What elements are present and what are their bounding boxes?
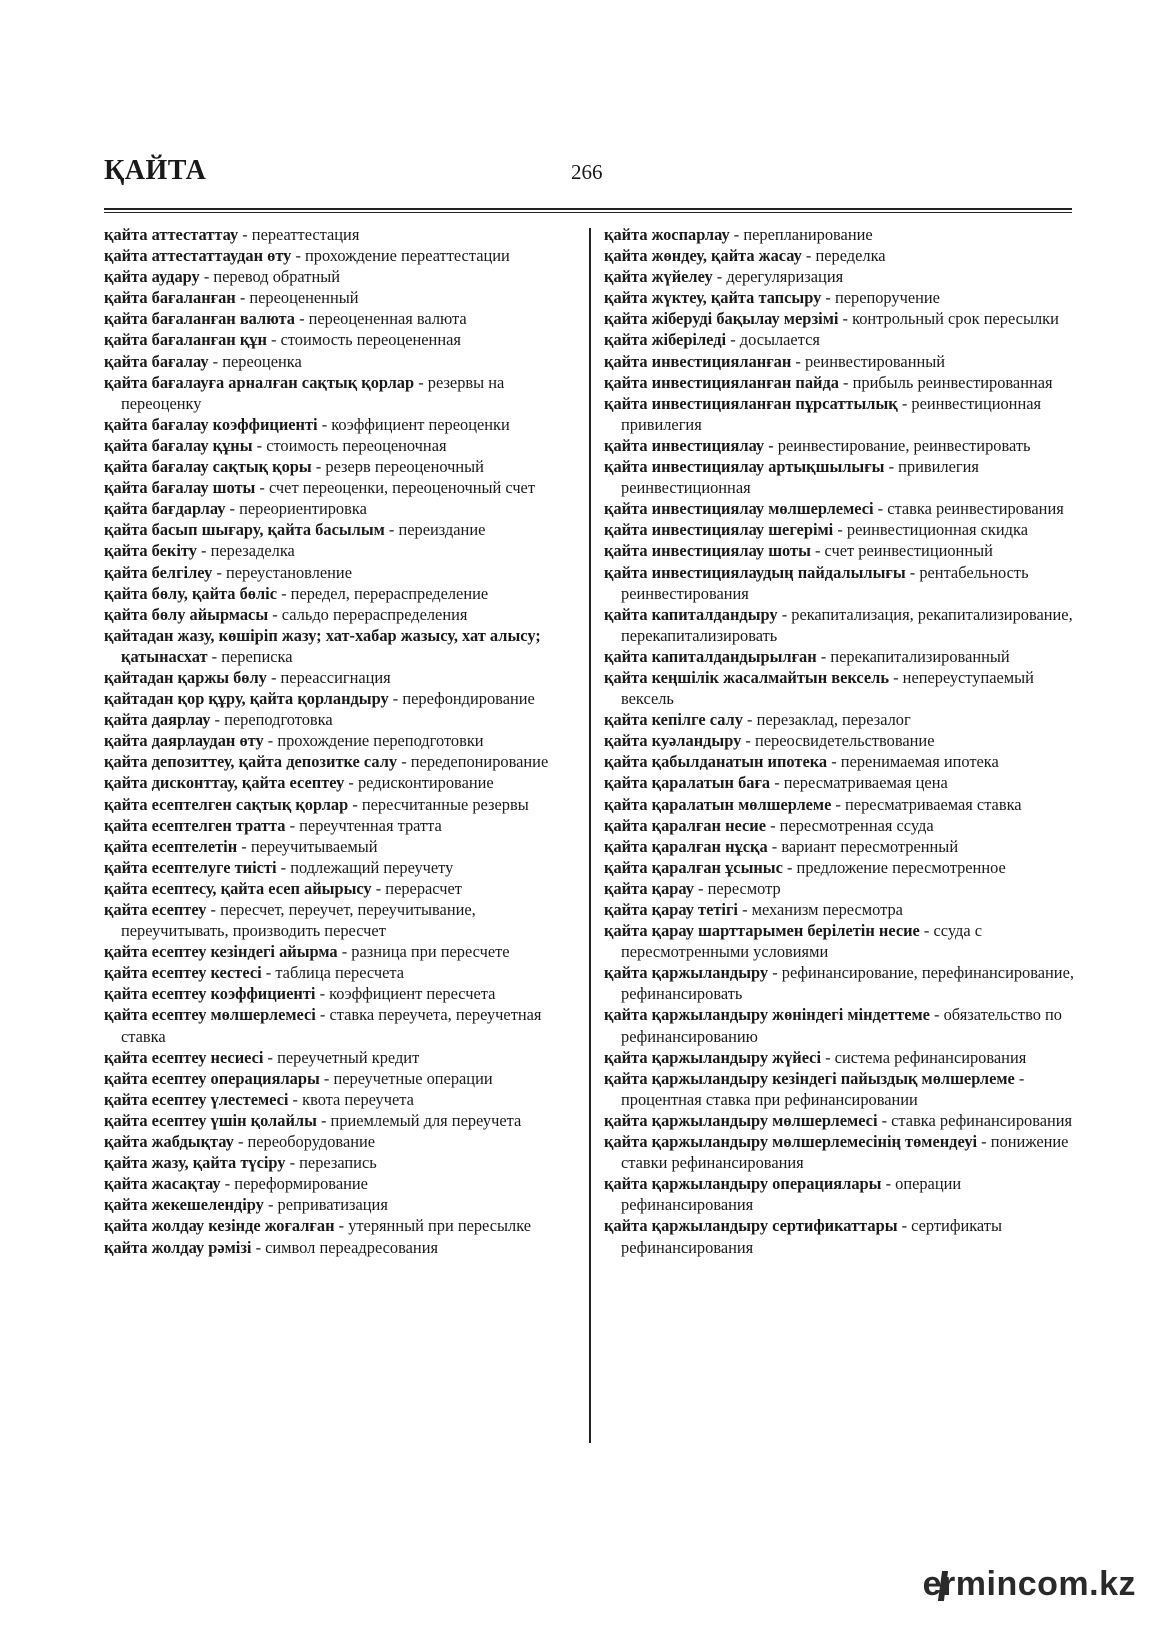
left-column xyxy=(104,224,574,1258)
dictionary-entry: қайта қаржыландыру жүйесі - система рефинансирования xyxy=(604,1047,1027,1067)
entry-term: қайта кеңшілік жасалмайтын вексель xyxy=(604,667,890,687)
entry-term: қайта қабылданатын ипотека xyxy=(604,752,828,772)
dictionary-entry: қайта даярлаудан өту - прохождение переподготовки xyxy=(104,731,484,751)
entry-definition: перезапись xyxy=(299,1153,377,1173)
entry-term: қайта инвестицияланған пұрсаттылық xyxy=(604,393,898,413)
entry-term: қайта белгілеу xyxy=(104,562,213,582)
entry-term: қайта қаржыландыру xyxy=(604,963,769,983)
dictionary-entry: қайта бағалау құны - стоимость переоценочная xyxy=(104,435,447,455)
entry-definition: переформирование xyxy=(234,1174,368,1194)
entry-definition: перенимаемая ипотека xyxy=(840,752,999,772)
entry-definition: перефондирование xyxy=(402,689,535,709)
entry-term: қайта бағалау құны xyxy=(104,435,253,455)
dictionary-entry: қайта бағалауға арналған сақтық қорлар - резервы на переоценку xyxy=(104,372,505,413)
dictionary-entry: қайта есептеу кезіндегі айырма - разница при пересчете xyxy=(104,942,510,962)
dictionary-entry: қайта аттестаттаудан өту - прохождение переаттестации xyxy=(104,246,510,266)
entry-definition: реинвестированный xyxy=(804,351,946,371)
entry-definition: переустановление xyxy=(226,562,352,582)
entry-definition: реинвестиционная скидка xyxy=(846,520,1028,540)
entry-definition: перезаделка xyxy=(210,541,295,561)
entry-term: қайта қарау шарттарымен берілетін несие xyxy=(604,921,920,941)
entry-definition: приемлемый для переучета xyxy=(330,1110,522,1130)
entry-term: қайта инвестицияланған xyxy=(604,351,792,371)
dictionary-entry: қайта қаралатын баға - пересматриваемая цена xyxy=(604,773,948,793)
entry-definition: пересчет, переучет, переучитывание, переучитывать, производить пересчет xyxy=(121,900,476,941)
entry-definition: реприватизация xyxy=(277,1195,388,1215)
dictionary-entry: қайта депозиттеу, қайта депозитке салу - передепонирование xyxy=(104,752,549,772)
dictionary-entry: қайта бағдарлау - переориентировка xyxy=(104,499,367,519)
dictionary-entry: қайта есептеу - пересчет, переучет, переучитывание, переучитывать, производить пересчет xyxy=(104,900,476,941)
dictionary-entry: қайта қаралатын мөлшерлеме - пересматриваемая ставка xyxy=(604,794,1022,814)
dictionary-entry: қайта бағаланған валюта - переоцененная валюта xyxy=(104,309,467,329)
dictionary-entry: қайта жіберуді бақылау мерзімі - контрольный срок пересылки xyxy=(604,309,1059,329)
dictionary-entry: қайта жазу, қайта түсіру - перезапись xyxy=(104,1153,377,1173)
entry-definition: сальдо перераспределения xyxy=(281,604,468,624)
entry-definition: контрольный срок пересылки xyxy=(852,309,1059,329)
dictionary-entry: қайта бағаланған құн - стоимость переоцененная xyxy=(104,330,461,350)
entry-definition: реинвестирование, реинвестировать xyxy=(777,435,1031,455)
dictionary-entry: қайта қаржыландыру мөлшерлемесі - ставка рефинансирования xyxy=(604,1110,1073,1130)
entry-term: қайта инвестицияланған пайда xyxy=(604,372,839,392)
entry-term: қайта қаралатын баға xyxy=(604,773,771,793)
dictionary-entry: қайта даярлау - переподготовка xyxy=(104,710,333,730)
dictionary-entry: қайта қаржыландыру сертификаттары - сертификаты рефинансирования xyxy=(604,1216,1002,1257)
dictionary-entry: қайта бекіту - перезаделка xyxy=(104,541,295,561)
entry-term: қайта жөндеу, қайта жасау xyxy=(604,246,802,266)
entry-term: қайта инвестициялау артықшылығы xyxy=(604,457,885,477)
entry-term: қайта бағалау xyxy=(104,351,209,371)
entry-definition: перекапитализированный xyxy=(830,646,1010,666)
entry-term: қайта қаржыландыру операциялары xyxy=(604,1174,882,1194)
entry-term: қайта бағаланған құн xyxy=(104,330,267,350)
entry-definition: переаттестация xyxy=(251,225,360,244)
entry-term: қайта есептеу коэффициенті xyxy=(104,984,316,1004)
dictionary-entry: қайта жолдау кезінде жоғалған - утерянный при пересылке xyxy=(104,1216,532,1236)
page-number: 266 xyxy=(571,160,603,184)
dictionary-entry: қайта есептеу кестесі - таблица пересчета xyxy=(104,963,405,983)
entry-definition: ставка реинвестирования xyxy=(887,499,1064,519)
dictionary-entry: қайта қаралған несие - пересмотренная ссуда xyxy=(604,815,934,835)
dictionary-entry: қайта есептелетін - переучитываемый xyxy=(104,836,378,856)
entry-term: қайта бағалау коэффициенті xyxy=(104,414,318,434)
dictionary-entry: қайта куәландыру - переосвидетельствование xyxy=(604,731,935,751)
entry-term: қайта бағалауға арналған сақтық қорлар xyxy=(104,372,415,392)
entry-term: қайта қаржыландыру кезіндегі пайыздық мөлшерлеме xyxy=(604,1068,1015,1088)
entry-term: қайта жазу, қайта түсіру xyxy=(104,1153,286,1173)
entry-definition: обязательство по рефинансированию xyxy=(621,1005,1062,1046)
entry-term: қайта бекіту xyxy=(104,541,197,561)
entry-term: қайта бөлу, қайта бөліс xyxy=(104,583,278,603)
dictionary-entry: қайта қарау - пересмотр xyxy=(604,878,781,898)
column-divider xyxy=(589,228,591,1443)
dictionary-entry: қайта жүктеу, қайта тапсыру - перепоручение xyxy=(604,288,940,308)
dictionary-entry: қайта аттестаттау - переаттестация xyxy=(104,225,360,244)
entry-definition: рентабельность реинвестирования xyxy=(621,562,1029,603)
header-rule-thin xyxy=(104,212,1072,213)
dictionary-entry: қайта жабдықтау - переоборудование xyxy=(104,1132,376,1152)
entry-term: қайта жүктеу, қайта тапсыру xyxy=(604,288,822,308)
entry-term: қайта куәландыру xyxy=(604,731,742,751)
entry-term: қайта есептеу мөлшерлемесі xyxy=(104,1005,316,1025)
entry-definition: реинвестиционная привилегия xyxy=(621,393,1042,434)
entry-term: қайта бағаланған валюта xyxy=(104,309,295,329)
dictionary-entry: қайта бөлу айырмасы - сальдо перераспределения xyxy=(104,604,468,624)
dictionary-entry: қайта белгілеу - переустановление xyxy=(104,562,352,582)
dictionary-entry: қайта қаралған ұсыныс - предложение пересмотренное xyxy=(604,857,1006,877)
entry-term: қайта инвестициялау шоты xyxy=(604,541,811,561)
dictionary-entry: қайта қаржыландыру жөніндегі міндеттеме - обязательство по рефинансированию xyxy=(604,1005,1062,1046)
dictionary-entry: қайта инвестициялау шегерімі - реинвестиционная скидка xyxy=(604,520,1028,540)
entry-definition: предложение пересмотренное xyxy=(796,857,1006,877)
entry-term: қайта басып шығару, қайта басылым xyxy=(104,520,385,540)
entry-term: қайта есептелген сақтық қорлар xyxy=(104,794,349,814)
entry-term: қайта жіберуді бақылау мерзімі xyxy=(604,309,839,329)
entry-term: қайта бағалау шоты xyxy=(104,478,256,498)
dictionary-entry: қайта есептеу мөлшерлемесі - ставка переучета, переучетная ставка xyxy=(104,1005,542,1046)
dictionary-entry: қайта жолдау рәмізі - символ переадресования xyxy=(104,1237,439,1257)
dictionary-entry: қайта капиталдандыру - рекапитализация, рекапитализирование, перекапитализировать xyxy=(604,604,1073,645)
entry-term: қайта қаржыландыру мөлшерлемесінің төмендеуі xyxy=(604,1132,978,1152)
entry-term: қайта аттестаттау xyxy=(104,225,239,244)
entry-term: қайта жасақтау xyxy=(104,1174,221,1194)
entry-term: қайта депозиттеу, қайта депозитке салу xyxy=(104,752,398,772)
dictionary-entry: қайтадан қор құру, қайта қорландыру - перефондирование xyxy=(104,689,535,709)
entry-term: қайта жүйелеу xyxy=(604,267,713,287)
entry-definition: дерегуляризация xyxy=(726,267,844,287)
dictionary-entry: қайта есептелуге тиісті - подлежащий переучету xyxy=(104,857,454,877)
entry-term: қайта инвестициялау шегерімі xyxy=(604,520,834,540)
entry-term: қайта аудару xyxy=(104,267,200,287)
entry-term: қайта аттестаттаудан өту xyxy=(104,246,292,266)
header-rule xyxy=(104,208,1072,210)
dictionary-entry: қайта аудару - перевод обратный xyxy=(104,267,340,287)
entry-term: қайта дисконттау, қайта есептеу xyxy=(104,773,345,793)
entry-term: қайта бағдарлау xyxy=(104,499,226,519)
dictionary-entry: қайта жоспарлау - перепланирование xyxy=(604,225,873,244)
entry-definition: коэффициент пересчета xyxy=(329,984,496,1004)
dictionary-entry: қайта жекешелендіру - реприватизация xyxy=(104,1195,388,1215)
entry-term: қайта есептеу кезіндегі айырма xyxy=(104,942,338,962)
dictionary-entry: қайта есептесу, қайта есеп айырысу - перерасчет xyxy=(104,878,462,898)
dictionary-entry: қайта басып шығару, қайта басылым - переиздание xyxy=(104,520,486,540)
entry-definition: механизм пересмотра xyxy=(751,900,903,919)
entry-term: қайтадан қор құру, қайта қорландыру xyxy=(104,689,389,709)
entry-term: қайта инвестициялаудың пайдалылығы xyxy=(604,562,906,582)
dictionary-entry: қайта капиталдандырылған - перекапитализированный xyxy=(604,646,1010,666)
entry-definition: ставка переучета, переучетная ставка xyxy=(121,1005,542,1046)
entry-definition: переоцененный xyxy=(249,288,359,308)
dictionary-entry: қайта инвестициялау шоты - счет реинвестиционный xyxy=(604,541,993,561)
entry-term: қайта есептеу xyxy=(104,900,207,919)
entry-definition: прибыль реинвестированная xyxy=(852,372,1053,392)
entry-term: қайта есептеу операциялары xyxy=(104,1068,320,1088)
dictionary-entry: қайта қаралған нұсқа - вариант пересмотренный xyxy=(604,836,959,856)
entry-definition: пересмотренная ссуда xyxy=(779,815,934,835)
entry-definition: переоцененная валюта xyxy=(308,309,467,329)
entry-term: қайта жабдықтау xyxy=(104,1132,234,1152)
entry-term: қайта даярлау xyxy=(104,710,211,730)
entry-definition: досылается xyxy=(739,330,820,350)
dictionary-entry: қайта кеңшілік жасалмайтын вексель - непереуступаемый вексель xyxy=(604,667,1034,709)
entry-term: қайта жекешелендіру xyxy=(104,1195,264,1215)
entry-definition: перевод обратный xyxy=(213,267,340,287)
entry-definition: прохождение переаттестации xyxy=(305,246,510,266)
entry-definition: пересчитанные резервы xyxy=(361,794,529,814)
dictionary-entry: қайта бағалау шоты - счет переоценки, переоценочный счет xyxy=(104,478,535,498)
dictionary-entry: қайта бағалау сақтық қоры - резерв переоценочный xyxy=(104,457,484,477)
dictionary-entry: қайта бағаланған - переоцененный xyxy=(104,288,359,308)
entry-term: қайта қарау xyxy=(604,878,694,898)
entry-term: қайта инвестициялау мөлшерлемесі xyxy=(604,499,874,519)
entry-definition: переиздание xyxy=(398,520,486,540)
entry-definition: привилегия реинвестиционная xyxy=(621,457,979,498)
entry-term: қайта капиталдандыру xyxy=(604,604,778,624)
dictionary-entry: қайта есептеу үлестемесі - квота переучета xyxy=(104,1089,414,1109)
entry-definition: счет переоценки, переоценочный счет xyxy=(268,478,535,498)
entry-definition: переделка xyxy=(815,246,886,266)
entry-term: қайта қаржыландыру жөніндегі міндеттеме xyxy=(604,1005,930,1025)
dictionary-entry: қайта есептеу операциялары - переучетные операции xyxy=(104,1068,493,1088)
entry-term: қайта қаралатын мөлшерлеме xyxy=(604,794,832,814)
dictionary-entry: қайта дисконттау, қайта есептеу - редисконтирование xyxy=(104,773,494,793)
dictionary-entry: қайта бағалау коэффициенті - коэффициент переоценки xyxy=(104,414,510,434)
entry-term: қайта қаралған ұсыныс xyxy=(604,857,783,877)
entry-definition: переоборудование xyxy=(247,1132,376,1152)
entry-definition: стоимость переоцененная xyxy=(280,330,461,350)
dictionary-entry: қайта есептелген сақтық қорлар - пересчитанные резервы xyxy=(104,794,529,814)
entry-definition: переориентировка xyxy=(239,499,367,519)
page-title: ҚАЙТА xyxy=(104,155,207,186)
entry-definition: переоценка xyxy=(222,351,302,371)
entry-term: қайта бөлу айырмасы xyxy=(104,604,269,624)
entry-definition: сертификаты рефинансирования xyxy=(621,1216,1002,1257)
entry-definition: рекапитализация, рекапитализирование, перекапитализировать xyxy=(621,604,1073,645)
dictionary-entry: қайта жіберіледі - досылается xyxy=(604,330,820,350)
entry-term: қайта есептелген тратта xyxy=(104,815,286,835)
dictionary-entry: қайта есептеу коэффициенті - коэффициент пересчета xyxy=(104,984,496,1004)
entry-definition: перерасчет xyxy=(385,878,462,898)
entry-definition: коэффициент переоценки xyxy=(331,414,510,434)
entry-definition: ставка рефинансирования xyxy=(891,1110,1073,1130)
dictionary-entry: қайта қаржыландыру - рефинансирование, перефинансирование, рефинансировать xyxy=(604,963,1074,1004)
dictionary-entry: қайта инвестицияланған пайда - прибыль реинвестированная xyxy=(604,372,1053,392)
entry-term: қайтадан қаржы бөлу xyxy=(104,667,267,687)
dictionary-entry: қайта жасақтау - переформирование xyxy=(104,1174,368,1194)
dictionary-entry: қайта бөлу, қайта бөліс - передел, перераспределение xyxy=(104,583,489,603)
entry-definition: резервы на переоценку xyxy=(121,372,505,413)
entry-term: қайта есептесу, қайта есеп айырысу xyxy=(104,878,372,898)
right-column xyxy=(604,224,1078,1258)
entry-definition: переучитываемый xyxy=(250,836,378,856)
entry-definition: передел, перераспределение xyxy=(290,583,489,603)
dictionary-entry: қайта қаржыландыру операциялары - операции рефинансирования xyxy=(604,1174,962,1215)
entry-term: қайта кепілге салу xyxy=(604,710,743,730)
entry-definition: перепланирование xyxy=(743,225,873,244)
entry-term: қайта есептелуге тиісті xyxy=(104,857,277,877)
dictionary-entry: қайта инвестициялаудың пайдалылығы - рентабельность реинвестирования xyxy=(604,562,1029,603)
entry-term: қайта есептеу кестесі xyxy=(104,963,262,983)
entry-definition: переассигнация xyxy=(280,667,391,687)
entry-definition: операции рефинансирования xyxy=(621,1174,962,1215)
entry-term: қайта қаржыландыру сертификаттары xyxy=(604,1216,898,1236)
entry-definition: переосвидетельствование xyxy=(754,731,935,751)
entry-term: қайта есептеу несиесі xyxy=(104,1047,264,1067)
entry-definition: перепоручение xyxy=(834,288,940,308)
entry-term: қайта қаралған несие xyxy=(604,815,767,835)
entry-term: қайта есептеу үлестемесі xyxy=(104,1089,289,1109)
entry-definition: передепонирование xyxy=(410,752,549,772)
dictionary-entry: қайта қарау шарттарымен берілетін несие - ссуда с пересмотренными условиями xyxy=(604,921,982,962)
entry-definition: переписка xyxy=(221,646,293,666)
dictionary-entry: қайтадан жазу, көшіріп жазу; хат-хабар жазысу, хат алысу; қатынасхат - переписка xyxy=(104,625,541,666)
dictionary-entry: қайта инвестициялау - реинвестирование, реинвестировать xyxy=(604,435,1031,455)
dictionary-entry: қайта жөндеу, қайта жасау - переделка xyxy=(604,246,886,266)
dictionary-entry: қайта инвестициялау артықшылығы - привилегия реинвестиционная xyxy=(604,457,979,498)
entry-definition: система рефинансирования xyxy=(834,1047,1027,1067)
dictionary-entry: қайта жүйелеу - дерегуляризация xyxy=(604,267,844,287)
entry-term: қайта бағалау сақтық қоры xyxy=(104,457,312,477)
entry-definition: понижение ставки рефинансирования xyxy=(621,1132,1069,1173)
entry-term: қайта жоспарлау xyxy=(604,225,730,244)
entry-definition: прохождение переподготовки xyxy=(277,731,484,751)
watermark-text: ermincom.kz xyxy=(922,1565,1136,1603)
entry-definition: символ переадресования xyxy=(265,1237,439,1257)
entry-definition: квота переучета xyxy=(302,1089,414,1109)
dictionary-entry: қайтадан қаржы бөлу - переассигнация xyxy=(104,667,391,687)
entry-definition: переучтенная тратта xyxy=(299,815,442,835)
entry-definition: процентная ставка при рефинансировании xyxy=(621,1089,918,1109)
entry-definition: стоимость переоценочная xyxy=(266,435,447,455)
entry-definition: пересматриваемая цена xyxy=(783,773,948,793)
entry-definition: редисконтирование xyxy=(357,773,494,793)
dictionary-entry: қайта есептелген тратта - переучтенная тратта xyxy=(104,815,442,835)
entry-definition: перезаклад, перезалог xyxy=(756,710,911,730)
entry-definition: переучетный кредит xyxy=(277,1047,420,1067)
entry-term: қайта жолдау рәмізі xyxy=(104,1237,252,1257)
entry-term: қайта даярлаудан өту xyxy=(104,731,264,751)
entry-term: қайта қаржыландыру жүйесі xyxy=(604,1047,822,1067)
dictionary-entry: қайта қаржыландыру кезіндегі пайыздық мөлшерлеме - процентная ставка при рефинансировании xyxy=(604,1068,1025,1109)
entry-definition: ссуда с пересмотренными условиями xyxy=(621,921,982,962)
dictionary-entry: қайта инвестициялау мөлшерлемесі - ставка реинвестирования xyxy=(604,499,1064,519)
entry-definition: счет реинвестиционный xyxy=(824,541,993,561)
dictionary-entry: қайта есептеу үшін қолайлы - приемлемый для переучета xyxy=(104,1110,522,1130)
entry-term: қайта есептелетін xyxy=(104,836,238,856)
dictionary-entry: қайта есептеу несиесі - переучетный кредит xyxy=(104,1047,420,1067)
dictionary-entry: қайта қарау тетігі - механизм пересмотра xyxy=(604,900,903,919)
entry-term: қайта жіберіледі xyxy=(604,330,727,350)
dictionary-entry: қайта қаржыландыру мөлшерлемесінің төмендеуі - понижение ставки рефинансирования xyxy=(604,1132,1069,1173)
entry-definition: переучетные операции xyxy=(333,1068,493,1088)
dictionary-entry: қайта қабылданатын ипотека - перенимаемая ипотека xyxy=(604,752,999,772)
entry-term: қайта инвестициялау xyxy=(604,435,765,455)
dictionary-entry: қайта кепілге салу - перезаклад, перезалог xyxy=(604,710,911,730)
entry-term: қайта қарау тетігі xyxy=(604,900,738,919)
entry-term: қайта қаралған нұсқа xyxy=(604,836,768,856)
entry-term: қайта бағаланған xyxy=(104,288,236,308)
entry-term: қайта капиталдандырылған xyxy=(604,646,817,666)
entry-term: қайта есептеу үшін қолайлы xyxy=(104,1110,317,1130)
entry-definition: разница при пересчете xyxy=(351,942,510,962)
dictionary-entry: қайта инвестицияланған пұрсаттылық - реинвестиционная привилегия xyxy=(604,393,1042,434)
entry-term: қайтадан жазу, көшіріп жазу; хат-хабар жазысу, хат алысу; қатынасхат xyxy=(104,625,541,666)
entry-term: қайта жолдау кезінде жоғалған xyxy=(104,1216,335,1236)
entry-definition: резерв переоценочный xyxy=(325,457,484,477)
entry-definition: рефинансирование, перефинансирование, рефинансировать xyxy=(621,963,1074,1004)
entry-definition: пересматриваемая ставка xyxy=(845,794,1022,814)
entry-definition: переподготовка xyxy=(224,710,333,730)
entry-definition: таблица пересчета xyxy=(275,963,405,983)
entry-term: қайта қаржыландыру мөлшерлемесі xyxy=(604,1110,878,1130)
entry-definition: пересмотр xyxy=(707,878,781,898)
dictionary-entry: қайта бағалау - переоценка xyxy=(104,351,302,371)
entry-definition: подлежащий переучету xyxy=(290,857,454,877)
entry-definition: вариант пересмотренный xyxy=(781,836,959,856)
dictionary-entry: қайта инвестицияланған - реинвестированный xyxy=(604,351,946,371)
entry-definition: непереуступаемый вексель xyxy=(621,667,1034,709)
entry-definition: утерянный при пересылке xyxy=(348,1216,532,1236)
